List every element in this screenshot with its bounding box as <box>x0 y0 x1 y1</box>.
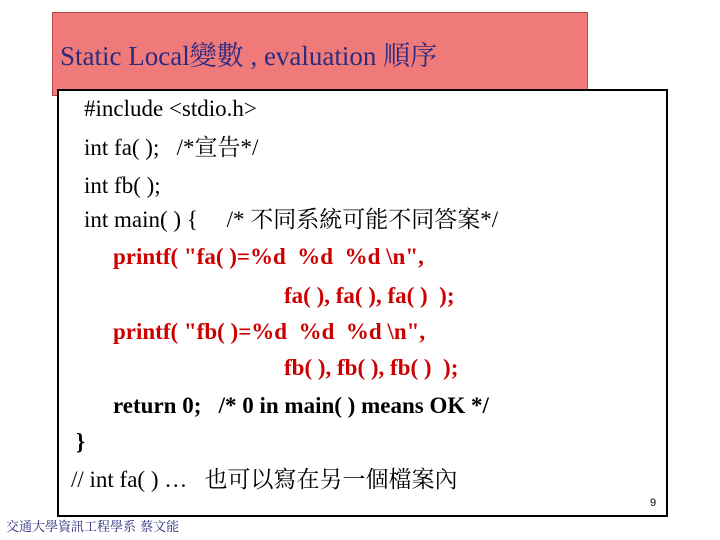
code-line-fb-declaration: int fb( ); <box>84 173 161 198</box>
code-line-comment: // int fa( ) … 也可以寫在另一個檔案內 <box>71 467 458 492</box>
code-line-printf-fa: printf( "fa( )=%d %d %d \n", <box>113 244 424 269</box>
code-line-return: return 0; /* 0 in main( ) means OK */ <box>113 393 489 418</box>
code-line-main: int main( ) { /* 不同系統可能不同答案*/ <box>84 207 499 232</box>
page-number: 9 <box>650 497 657 509</box>
code-line-fa-declaration: int fa( ); /*宣告*/ <box>84 135 259 160</box>
code-line-printf-fb: printf( "fb( )=%d %d %d \n", <box>113 319 426 344</box>
slide-title: Static Local變數 , evaluation 順序 <box>60 41 438 71</box>
code-line-fa-calls: fa( ), fa( ), fa( ) ); <box>284 283 455 308</box>
code-line-closing-brace: } <box>76 429 86 454</box>
code-line-fb-calls: fb( ), fb( ), fb( ) ); <box>284 355 459 380</box>
code-line-include: #include <stdio.h> <box>84 96 257 121</box>
footer-attribution: 交通大學資訊工程學系 蔡文能 <box>6 520 180 535</box>
